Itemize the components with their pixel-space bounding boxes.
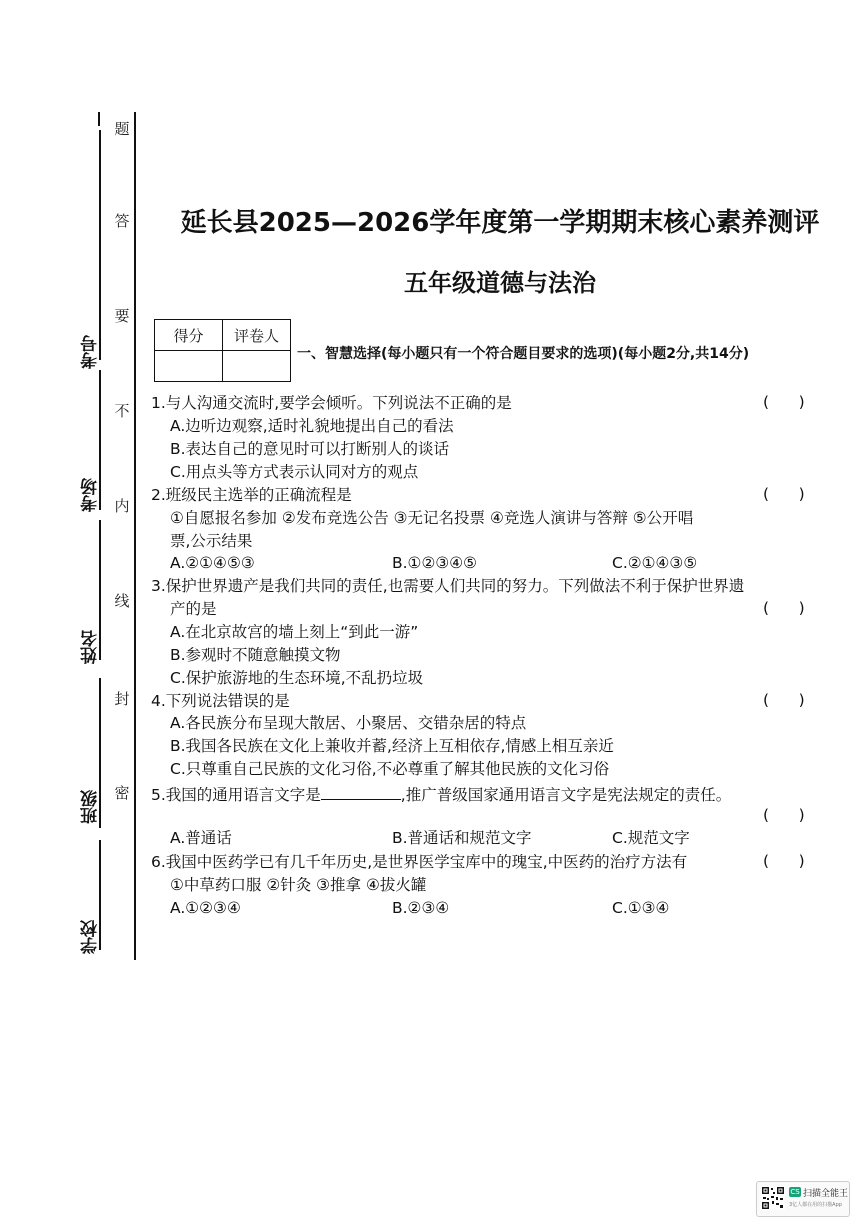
option: B.①②③④⑤ [392,554,478,572]
seal-char-feng: 封 [114,690,130,708]
option: A.②①④⑤③ [170,554,255,572]
binding-tick [98,112,100,126]
score-header: 得分 [155,320,223,351]
seal-char-yao: 要 [114,307,130,325]
exam-no-line [99,130,101,360]
answer-paren[interactable]: ( ) [763,691,805,709]
name-label: 姓名 [81,630,101,664]
seal-char-bu: 不 [114,402,130,420]
option: C.保护旅游地的生态环境,不乱扔垃圾 [170,669,424,687]
seal-char-mi: 密 [114,784,130,802]
seal-char-nei: 内 [114,497,130,515]
option: B.普通话和规范文字 [392,829,532,847]
option: C.用点头等方式表示认同对方的观点 [170,463,419,481]
fill-blank[interactable] [321,783,401,800]
grader-cell[interactable] [223,351,291,382]
answer-paren[interactable]: ( ) [763,806,805,824]
page-title: 延长县2025—2026学年度第一学期期末核心素养测评 [180,208,820,238]
watermark-name: 扫描全能王 [803,1189,849,1199]
grader-header: 评卷人 [223,320,291,351]
exam-no-label: 考号 [81,335,101,369]
question-stem: 1.与人沟通交流时,要学会倾听。下列说法不正确的是 [151,394,512,412]
option: A.各民族分布呈现大散居、小聚居、交错杂居的特点 [170,714,527,732]
question-line: ①中草药口服 ②针灸 ③推拿 ④拔火罐 [170,876,427,894]
option: A.在北京故宫的墙上刻上“到此一游” [170,623,419,641]
option: B.表达自己的意见时可以打断别人的谈话 [170,440,450,458]
qr-code-icon [761,1186,785,1210]
seal-char-da: 答 [114,212,130,230]
option: C.规范文字 [612,829,690,847]
stem-after-blank: ,推广普级国家通用语言文字是宪法规定的责任。 [400,786,732,804]
question-line: 产的是 [170,600,217,618]
score-cell[interactable] [155,351,223,382]
class-label: 班级 [81,790,101,824]
question-stem: 6.我国中医药学已有几千年历史,是世界医学宝库中的瑰宝,中医药的治疗方法有 [151,853,688,871]
option: B.②③④ [392,899,450,917]
answer-paren[interactable]: ( ) [763,393,805,411]
cs-logo-icon: CS [790,1188,800,1196]
answer-paren[interactable]: ( ) [763,485,805,503]
question-stem: 4.下列说法错误的是 [151,692,290,710]
scanner-watermark [756,1181,850,1217]
option: C.只尊重自己民族的文化习俗,不必尊重了解其他民族的文化习俗 [170,760,610,778]
option: C.①③④ [612,899,670,917]
option: A.普通话 [170,829,232,847]
exam-room-label: 考场 [81,478,101,512]
answer-paren[interactable]: ( ) [763,599,805,617]
stem-before-blank: 5.我国的通用语言文字是 [151,786,321,804]
option: B.我国各民族在文化上兼收并蓄,经济上互相依存,情感上相互亲近 [170,737,614,755]
section-heading: 一、智慧选择(每小题只有一个符合题目要求的选项)(每小题2分,共14分) [297,346,750,362]
question-stem [151,783,731,805]
binding-line [134,112,136,960]
watermark-sub: 3亿人都在用的扫描App [789,1202,842,1208]
answer-paren[interactable]: ( ) [763,852,805,870]
page-subtitle: 五年级道德与法治 [404,269,596,297]
option: A.边听边观察,适时礼貌地提出自己的看法 [170,417,454,435]
option: B.参观时不随意触摸文物 [170,646,341,664]
question-line: ①自愿报名参加 ②发布竞选公告 ③无记名投票 ④竞选人演讲与答辩 ⑤公开唱 [170,509,694,527]
question-line: 票,公示结果 [170,532,253,550]
question-stem: 2.班级民主选举的正确流程是 [151,486,352,504]
option: A.①②③④ [170,899,241,917]
option: C.②①④③⑤ [612,554,698,572]
question-stem: 3.保护世界遗产是我们共同的责任,也需要人们共同的努力。下列做法不利于保护世界遗 [151,577,745,595]
school-label: 学校 [81,920,101,954]
seal-char-ti: 题 [114,120,130,138]
seal-char-xian: 线 [114,592,130,610]
score-table [154,319,291,382]
